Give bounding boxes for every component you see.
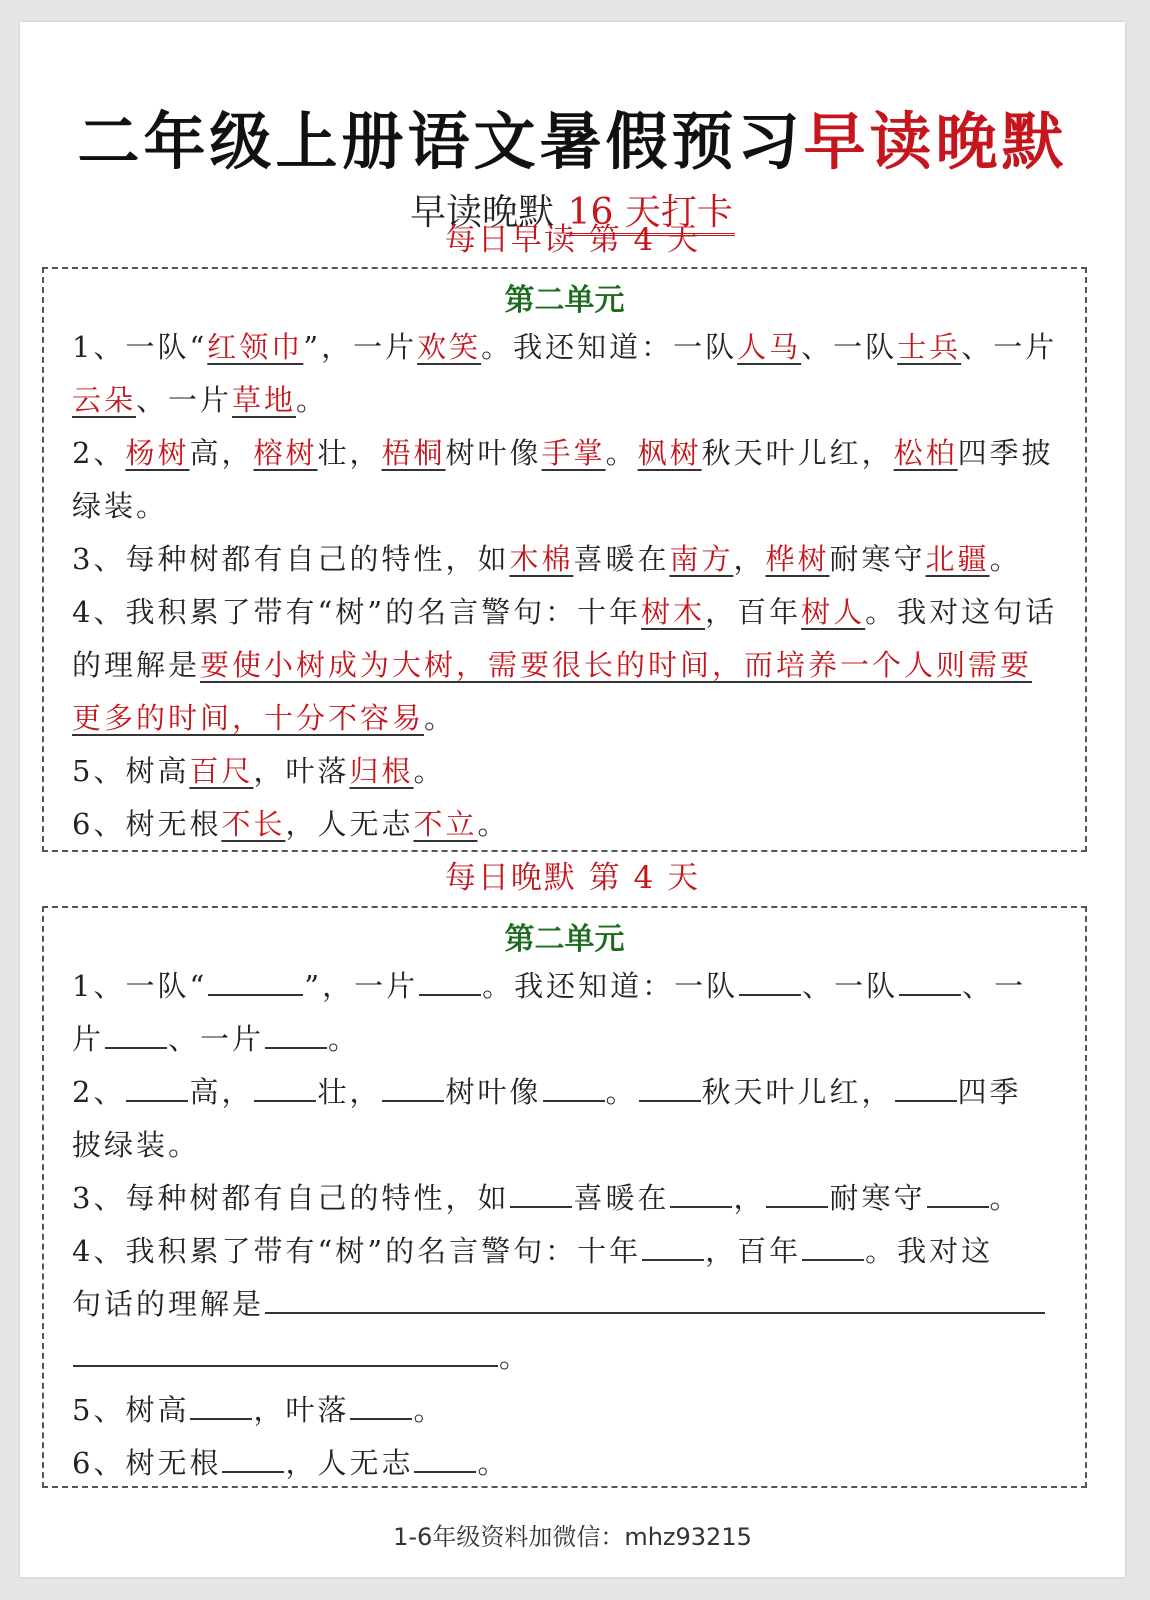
evening-box	[42, 906, 1087, 1488]
blank[interactable]	[382, 1076, 444, 1102]
evening-line-6: 6、树无根 ，人无志 。	[72, 1446, 510, 1480]
page-title	[20, 102, 1125, 182]
blank[interactable]	[543, 1076, 605, 1102]
title-black: 二年级上册语文暑假预习	[77, 105, 804, 178]
blank[interactable]	[739, 970, 801, 996]
evening-lines	[44, 960, 1085, 1490]
blank[interactable]	[73, 1341, 498, 1367]
blank[interactable]	[899, 970, 961, 996]
blank[interactable]	[265, 1288, 1045, 1314]
evening-heading: 每日晚默 第 4 天	[444, 860, 701, 896]
evening-line-1: 1、一队“ ”，一片 。我还知道：一队 、一队 、一	[72, 969, 1027, 1003]
blank[interactable]	[639, 1076, 701, 1102]
evening-line-4: 4、我积累了带有“树”的名言警句：十年 ，百年 。我对这	[72, 1234, 994, 1268]
morning-line-3: 3、每种树都有自己的特性，如木棉喜暖在南方，桦树耐寒守北疆。	[72, 542, 1022, 576]
blank[interactable]	[105, 1023, 167, 1049]
subtitle-red: 16 天打卡	[566, 192, 735, 236]
blank[interactable]	[126, 1076, 188, 1102]
blank[interactable]	[642, 1235, 704, 1261]
blank[interactable]	[670, 1182, 732, 1208]
blank[interactable]	[414, 1447, 476, 1473]
title-red: 早读晚默	[803, 105, 1068, 178]
blank[interactable]	[927, 1182, 989, 1208]
evening-line-5: 5、树高 ，叶落 。	[72, 1393, 446, 1427]
evening-unit: 第二单元	[504, 922, 625, 957]
subtitle-black: 早读晚默	[410, 192, 555, 233]
evening-line-4c: 。	[72, 1331, 1061, 1384]
blank[interactable]	[510, 1182, 572, 1208]
worksheet-page	[20, 22, 1125, 1577]
morning-line-1: 1、一队“红领巾”，一片欢笑。我还知道：一队人马、一队士兵、一片云朵、一片草地。	[72, 330, 1058, 417]
footer-contact: 1-6年级资料加微信：mhz93215	[393, 1523, 752, 1551]
blank[interactable]	[766, 1182, 828, 1208]
blank[interactable]	[802, 1235, 864, 1261]
morning-line-2: 2、杨树高，榕树壮，梧桐树叶像手掌。枫树秋天叶儿红，松柏四季披绿装。	[72, 436, 1054, 523]
evening-line-1b: 片 、一片 。	[72, 1022, 361, 1056]
blank[interactable]	[190, 1394, 252, 1420]
blank[interactable]	[254, 1076, 316, 1102]
morning-line-5: 5、树高百尺，叶落归根。	[72, 754, 446, 788]
blank[interactable]	[419, 970, 481, 996]
morning-lines	[44, 321, 1085, 851]
evening-line-4b: 句话的理解是	[72, 1278, 1061, 1331]
morning-box	[42, 267, 1087, 852]
morning-line-4: 4、我积累了带有“树”的名言警句：十年树木，百年树人。我对这句话的理解是要使小树成为大树，需要很长的时间，而培养一个人则需要更多的时间，十分不容易。	[72, 595, 1058, 735]
blank[interactable]	[265, 1023, 327, 1049]
blank[interactable]	[895, 1076, 957, 1102]
evening-line-3: 3、每种树都有自己的特性，如 喜暖在 ， 耐寒守 。	[72, 1181, 1022, 1215]
blank[interactable]	[208, 970, 303, 996]
morning-unit: 第二单元	[504, 283, 625, 318]
blank[interactable]	[350, 1394, 412, 1420]
evening-line-2: 2、 高， 壮， 树叶像 。 秋天叶儿红， 四季	[72, 1075, 1022, 1109]
evening-line-2b: 披绿装。	[72, 1128, 201, 1162]
morning-heading: 每日早读 第 4 天	[444, 222, 701, 258]
blank[interactable]	[222, 1447, 284, 1473]
morning-line-6: 6、树无根不长，人无志不立。	[72, 807, 510, 841]
